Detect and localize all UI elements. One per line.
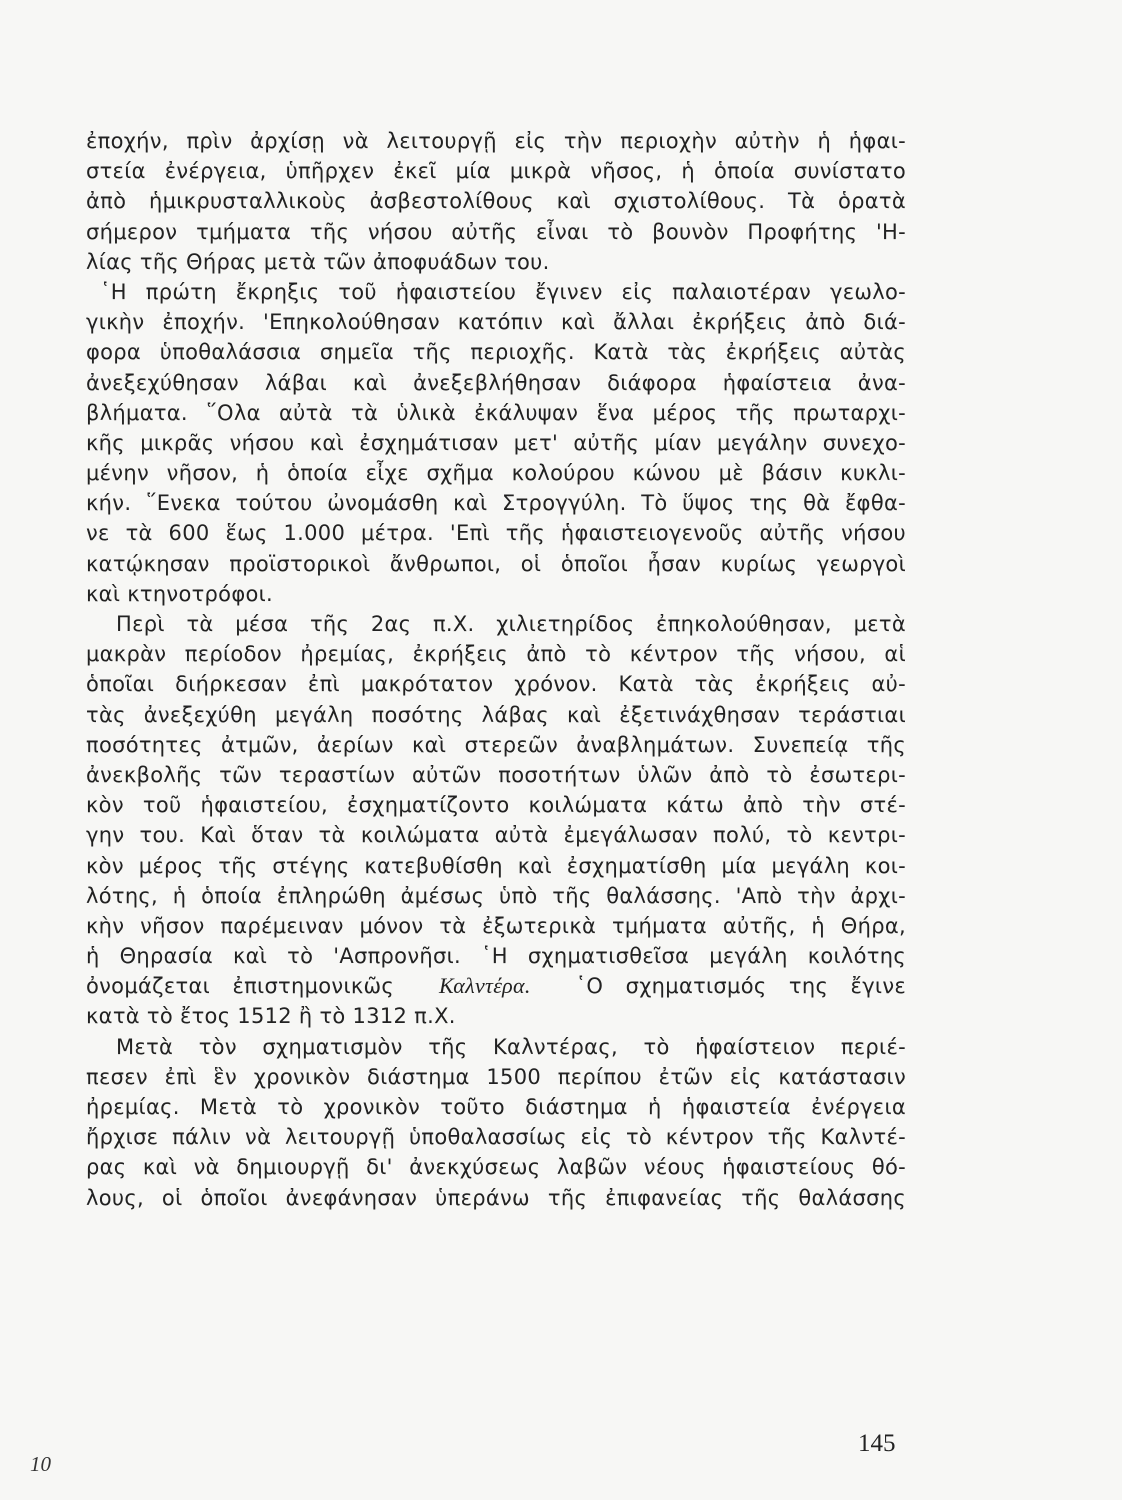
text-line: Μετὰ τὸν σχηματισμὸν τῆς Καλντέρας, τὸ ἡφαίστειον περιέ- [116,1034,906,1059]
text-line-with-italic [86,971,906,1001]
text-line: ἀπὸ ἡμικρυσταλλικοὺς ἀσβεστολίθους καὶ σχιστολίθους. Τὰ ὁρατὰ [86,189,906,214]
text-line: Περὶ τὰ μέσα τῆς 2ας π.Χ. χιλιετηρίδος ἐπηκολούθησαν, μετὰ [116,612,906,636]
text-line: γικὴν ἐποχήν. 'Επηκολούθησαν κατόπιν καὶ ἄλλαι ἐκρήξεις ἀπὸ διά- [86,310,906,335]
text-segment: ῾Ο σχηματισμός της ἔγινε [575,974,907,999]
text-line: στεία ἐνέργεια, ὑπῆρχεν ἐκεῖ μία μικρὰ νῆσος, ἡ ὁποία συνίστατο [86,159,906,184]
signature-mark: 10 [30,1452,51,1476]
text-line: ποσότητες ἀτμῶν, ἀερίων καὶ στερεῶν ἀναβλημάτων. Συνεπείᾳ τῆς [86,732,906,757]
page-number: 145 [858,1430,896,1457]
text-segment: ὀνομάζεται ἐπιστημονικῶς [86,974,395,999]
text-line: ἤρχισε πάλιν νὰ λειτουργῇ ὑποθαλασσίως εἰς τὸ κέντρον τῆς Καλντέ- [86,1125,906,1150]
text-line: ἐποχήν, πρὶν ἀρχίσῃ νὰ λειτουργῇ εἰς τὴν περιοχὴν αὐτὴν ἡ ἡφαι- [86,129,906,153]
text-line: κὸν μέρος τῆς στέγης κατεβυθίσθη καὶ ἐσχηματίσθη μία μεγάλη κοι- [86,853,906,878]
text-line: ἀνεξεχύθησαν λάβαι καὶ ἀνεξεβλήθησαν διάφορα ἡφαίστεια ἀνα- [86,370,906,395]
text-line: ἀνεκβολῆς τῶν τεραστίων αὐτῶν ποσοτήτων ὑλῶν ἀπὸ τὸ ἐσωτερι- [86,762,906,787]
text-line: λίας τῆς Θήρας μετὰ τῶν ἀποφυάδων του. [86,249,550,274]
text-line: βλήματα. ῞Ολα αὐτὰ τὰ ὑλικὰ ἐκάλυψαν ἕνα μέρος τῆς πρωταρχι- [86,400,906,425]
text-line: κὸν τοῦ ἡφαιστείου, ἐσχηματίζοντο κοιλώματα κάτω ἀπὸ τὴν στέ- [86,793,906,818]
text-line: κῆς μικρᾶς νήσου καὶ ἐσχημάτισαν μετ' αὐτῆς μίαν μεγάλην συνεχο- [86,430,906,455]
text-line: μακρὰν περίοδον ἠρεμίας, ἐκρήξεις ἀπὸ τὸ κέντρον τῆς νήσου, αἱ [86,642,906,667]
text-line: ῾Η πρώτη ἔκρηξις τοῦ ἡφαιστείου ἔγινεν εἰς παλαιοτέραν γεωλο- [100,279,906,304]
text-line: λότης, ἡ ὁποία ἐπληρώθη ἀμέσως ὑπὸ τῆς θαλάσσης. 'Απὸ τὴν ἀρχι- [86,883,906,908]
text-line: κατῴκησαν προϊστορικοὶ ἄνθρωποι, οἱ ὁποῖοι ἦσαν κυρίως γεωργοὶ [86,551,906,576]
text-line: ἠρεμίας. Μετὰ τὸ χρονικὸν τοῦτο διάστημα ἡ ἡφαιστεία ἐνέργεια [86,1095,906,1119]
italic-term-kaldera: Καλντέρα. [438,973,531,999]
text-line: καὶ κτηνοτρόφοι. [86,581,274,606]
text-line: ὁποῖαι διήρκεσαν ἐπὶ μακρότατον χρόνον. Κατὰ τὰς ἐκρήξεις αὐ- [86,672,906,697]
text-line: μένην νῆσον, ἡ ὁποία εἶχε σχῆμα κολούρου κώνου μὲ βάσιν κυκλι- [86,461,906,486]
body-text [86,126,906,1213]
text-line: πεσεν ἐπὶ ἓν χρονικὸν διάστημα 1500 περίπου ἐτῶν εἰς κατάστασιν [86,1064,906,1089]
text-line: κήν. ῞Ενεκα τούτου ὠνομάσθη καὶ Στρογγύλη. Τὸ ὕψος της θὰ ἔφθα- [86,491,906,516]
text-line: λους, οἱ ὁποῖοι ἀνεφάνησαν ὑπεράνω τῆς ἐπιφανείας τῆς θαλάσσης [86,1185,906,1210]
text-line: κατὰ τὸ ἔτος 1512 ἢ τὸ 1312 π.Χ. [86,1004,456,1029]
text-line: νε τὰ 600 ἕως 1.000 μέτρα. 'Επὶ τῆς ἡφαιστειογενοῦς αὐτῆς νήσου [86,521,906,546]
text-line: σήμερον τμήματα τῆς νήσου αὐτῆς εἶναι τὸ βουνὸν Προφήτης 'Η- [86,219,906,244]
text-line: ρας καὶ νὰ δημιουργῇ δι' ἀνεκχύσεως λαβῶν νέους ἡφαιστείους θό- [86,1155,906,1180]
text-line: ἡ Θηρασία καὶ τὸ 'Ασπρονῆσι. ῾Η σχηματισθεῖσα μεγάλη κοιλότης [86,944,906,969]
text-line: τὰς ἀνεξεχύθη μεγάλη ποσότης λάβας καὶ ἐξετινάχθησαν τεράστιαι [86,702,906,727]
text-line: γην του. Καὶ ὅταν τὰ κοιλώματα αὐτὰ ἐμεγάλωσαν πολύ, τὸ κεντρι- [86,823,906,848]
text-line: κὴν νῆσον παρέμειναν μόνον τὰ ἐξωτερικὰ τμήματα αὐτῆς, ἡ Θήρα, [86,913,906,938]
text-line: φορα ὑποθαλάσσια σημεῖα τῆς περιοχῆς. Κατὰ τὰς ἐκρήξεις αὐτὰς [86,340,906,365]
